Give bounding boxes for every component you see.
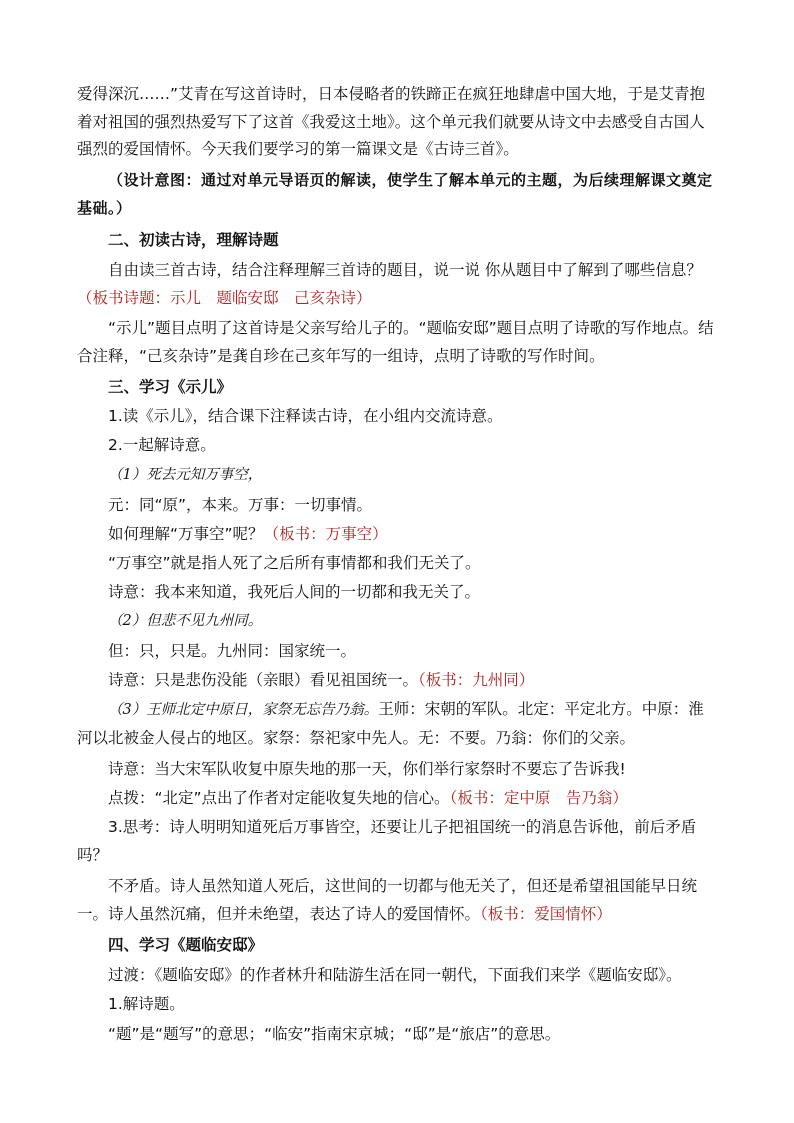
- board-note-titles: （板书诗题：示儿 题临安邸 己亥杂诗）: [77, 288, 372, 307]
- verse-line-2: （2）但悲不见九州同。: [108, 613, 263, 629]
- transition-line: 过渡：《题临安邸》的作者林升和陆游生活在同一朝代，下面我们来学《题临安邸》。: [108, 966, 682, 984]
- meaning-text-2: 诗意：只是悲伤没能（亲眼）看见祖国统一。: [108, 671, 419, 689]
- board-note-dingzhongyuan: （板书：定中原 告乃翁）: [449, 789, 628, 807]
- section-heading-4: 四、学习《题临安邸》: [108, 936, 264, 954]
- section2-question: 自由读三首古诗，结合注释理解三首诗的题目，说一说 你从题目中了解到了哪些信息？: [108, 261, 702, 279]
- question-text: 如何理解“万事空”呢？: [108, 525, 264, 543]
- meaning-line-3: 诗意：当大宋军队收复中原失地的那一天，你们举行家祭时不要忘了告诉我!: [108, 760, 626, 778]
- title-explanation: “题”是“题写”的意思；“临安”指南宋京城；“邸”是“旅店”的意思。: [108, 1025, 561, 1043]
- section-heading-3: 三、学习《示儿》: [108, 378, 233, 396]
- meaning-line-1: 诗意：我本来知道，我死后人间的一切都和我无关了。: [108, 583, 481, 601]
- step-1-read: 1.读《示儿》，结合课下注释读古诗，在小组内交流诗意。: [108, 407, 503, 425]
- section-heading-2: 二、初读古诗，理解诗题: [108, 231, 279, 249]
- board-note-jiuzhoutong: （板书：九州同）: [418, 671, 535, 689]
- intro-paragraph: 爱得深沉……”艾青在写这首诗时，日本侵略者的铁蹄正在疯狂地肆虐中国大地，于是艾青抱着对祖国的强烈热爱写下了这首《我爱这土地》。这个单元我们就要从诗文中去感受自古国人强烈的爱国情怀。今天我们要学习的第一篇课文是《古诗三首》。: [77, 85, 706, 158]
- tip-text: 点拨：“北定”点出了作者对定能收复失地的信心。: [108, 789, 450, 807]
- question-wanshikong: [77, 521, 719, 549]
- board-note-aiguoqinghuai: （板书：爱国情怀）: [480, 904, 612, 923]
- note-line-1: 元：同“原”，本来。万事：一切事情。: [108, 496, 373, 514]
- meaning-line-2: [77, 667, 719, 695]
- verse-line-3-with-notes: [77, 696, 719, 752]
- section2-paragraph-2: “示儿”题目点明了这首诗是父亲写给儿子的。“题临安邸”题目点明了诗歌的写作地点。结合注释，“己亥杂诗”是龚自珍在己亥年写的一组诗，点明了诗歌的写作时间。: [77, 319, 714, 365]
- answer-wanshikong: “万事空”就是指人死了之后所有事情都和我们无关了。: [108, 554, 481, 572]
- answer-text-3: 不矛盾。诗人虽然知道人死后，这世间的一切都与他无关了，但还是希望祖国能早日统一。诗人虽然沉痛，但并未绝望，表达了诗人的爱国情怀。: [77, 877, 698, 923]
- design-intent-note: （设计意图：通过对单元导语页的解读，使学生了解本单元的主题，为后续理解课文奠定基础。）: [77, 171, 713, 217]
- section2-paragraph-1: [77, 257, 719, 312]
- note-line-2: 但：只，只是。九州同：国家统一。: [108, 642, 357, 660]
- board-note-wanshikong: （板书：万事空）: [263, 525, 388, 543]
- tip-line: [77, 785, 719, 813]
- step-2-explain: 2.一起解诗意。: [108, 436, 216, 454]
- verse-line-3: （3）王师北定中原日，家祭无忘告乃翁。: [108, 702, 379, 718]
- step-1-title: 1.解诗题。: [108, 995, 185, 1013]
- step-3-think: 3.思考：诗人明明知道死后万事皆空，还要让儿子把祖国统一的消息告诉他，前后矛盾吗？: [77, 818, 697, 864]
- answer-contradiction: [77, 873, 719, 928]
- note-line-3: 王师：宋朝的军队。北定：平定北方。中原：淮河以北被金人侵占的地区。家祭：祭祀家中先人。无：不要。乃翁：你们的父亲。: [77, 700, 704, 747]
- verse-line-1: （1）死去元知万事空，: [108, 467, 263, 483]
